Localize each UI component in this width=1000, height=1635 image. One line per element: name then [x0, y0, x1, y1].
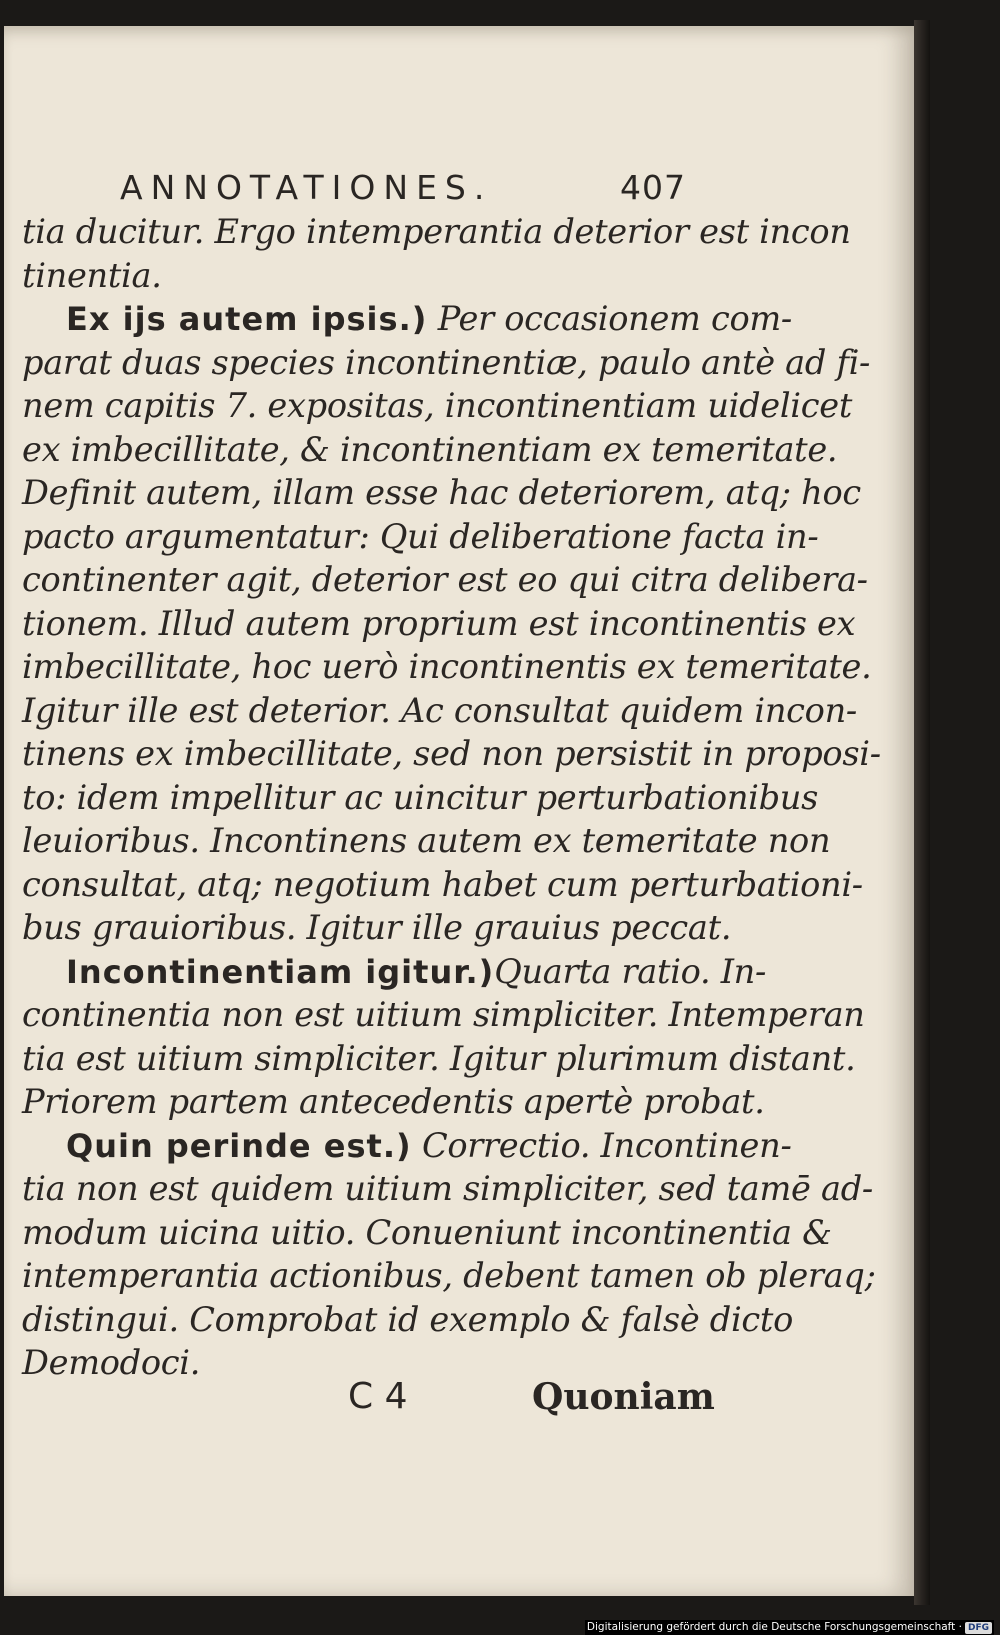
text-line	[22, 1298, 794, 1342]
credit-text: Digitalisierung gefördert durch die Deutsche Forschungsgemeinschaft ·	[586, 1621, 962, 1633]
catchword: Quoniam	[532, 1376, 715, 1418]
lemma: Ex ijs autem ipsis.)	[66, 300, 428, 338]
line-text: tinens ex imbecillitate, sed non persistit in proposi-	[22, 734, 881, 773]
text-line	[22, 1167, 873, 1211]
line-text: intemperantia actionibus, debent tamen ob pleraq;	[22, 1256, 876, 1295]
line-text: imbecillitate, hoc uerò incontinentis ex temeritate.	[22, 647, 872, 686]
line-text: Igitur ille est deterior. Ac consultat quidem incon-	[22, 690, 857, 730]
signature-mark: C 4	[348, 1376, 408, 1417]
text-line	[22, 1254, 876, 1298]
line-text: parat duas species incontinentiæ, paulo antè ad fi-	[22, 342, 871, 382]
book-page	[4, 26, 914, 1596]
running-title: ANNOTATIONES.	[120, 168, 493, 207]
page-edge	[914, 20, 930, 1605]
text-line	[22, 863, 863, 907]
text-line	[22, 950, 767, 994]
text-line	[22, 1211, 832, 1255]
line-text: modum uicina uitio. Conueniunt incontinentia &	[22, 1212, 832, 1252]
text-line	[22, 384, 853, 428]
line-text: tia non est quidem uitium simpliciter, sed tamē ad-	[22, 1169, 873, 1208]
running-header	[22, 166, 702, 210]
line-text: nem capitis 7. expositas, incontinentiam uidelicet	[22, 386, 853, 425]
line-text: leuioribus. Incontinens autem ex temeritate non	[22, 821, 831, 860]
lemma: Incontinentiam igitur.)	[66, 952, 495, 991]
text-line	[22, 1080, 765, 1124]
text-line	[22, 428, 838, 472]
line-text: Quarta ratio. In-	[494, 951, 767, 991]
text-line	[22, 1037, 856, 1081]
text-line	[22, 341, 871, 385]
line-text: tinentia.	[22, 255, 162, 295]
line-text: consultat, atq; negotium habet cum perturbationi-	[22, 864, 863, 904]
line-text: ex imbecillitate, & incontinentiam ex temeritate.	[22, 429, 838, 469]
page-footer	[22, 1376, 722, 1426]
body-text	[22, 210, 881, 1385]
line-text: tia ducitur. Ergo intemperantia deterior est incon	[22, 212, 851, 251]
line-text: continenter agit, deterior est eo qui citra delibera-	[22, 560, 868, 599]
line-text: distingui. Comprobat id exemplo & falsè dicto	[22, 1299, 794, 1339]
text-line	[22, 515, 819, 559]
text-line	[22, 819, 831, 863]
text-line	[22, 776, 819, 820]
line-text: tia est uitium simpliciter. Igitur plurimum distant.	[22, 1038, 856, 1078]
text-line	[22, 732, 881, 776]
line-text: Priorem partem antecedentis apertè probat.	[22, 1082, 765, 1121]
dfg-logo: DFG	[965, 1622, 992, 1634]
line-text: bus grauioribus. Igitur ille grauius peccat.	[22, 908, 732, 947]
digitization-credit	[585, 1620, 994, 1635]
line-text: Correctio. Incontinen-	[411, 1125, 792, 1165]
text-line	[22, 1124, 792, 1168]
line-text: Demodoci.	[22, 1343, 201, 1382]
text-line	[22, 645, 872, 689]
line-text: to: idem impellitur ac uincitur perturbationibus	[22, 777, 819, 817]
page-text	[22, 166, 881, 1385]
text-line	[22, 993, 865, 1037]
text-line	[22, 906, 732, 950]
lemma: Quin perinde est.)	[66, 1126, 412, 1165]
text-line	[22, 297, 792, 341]
text-line	[22, 471, 861, 515]
line-text: pacto argumentatur: Qui deliberatione facta in-	[22, 516, 819, 556]
line-text: Per occasionem com-	[427, 299, 792, 338]
text-line	[22, 210, 851, 254]
page-number: 407	[620, 168, 686, 207]
text-line	[22, 558, 868, 602]
text-line	[22, 602, 856, 646]
line-text: Definit autem, illam esse hac deteriorem, atq; hoc	[22, 473, 861, 512]
line-text: tionem. Illud autem proprium est incontinentis ex	[22, 603, 856, 643]
text-line	[22, 689, 857, 733]
text-line	[22, 254, 702, 298]
line-text: continentia non est uitium simpliciter. Intemperan	[22, 995, 865, 1034]
